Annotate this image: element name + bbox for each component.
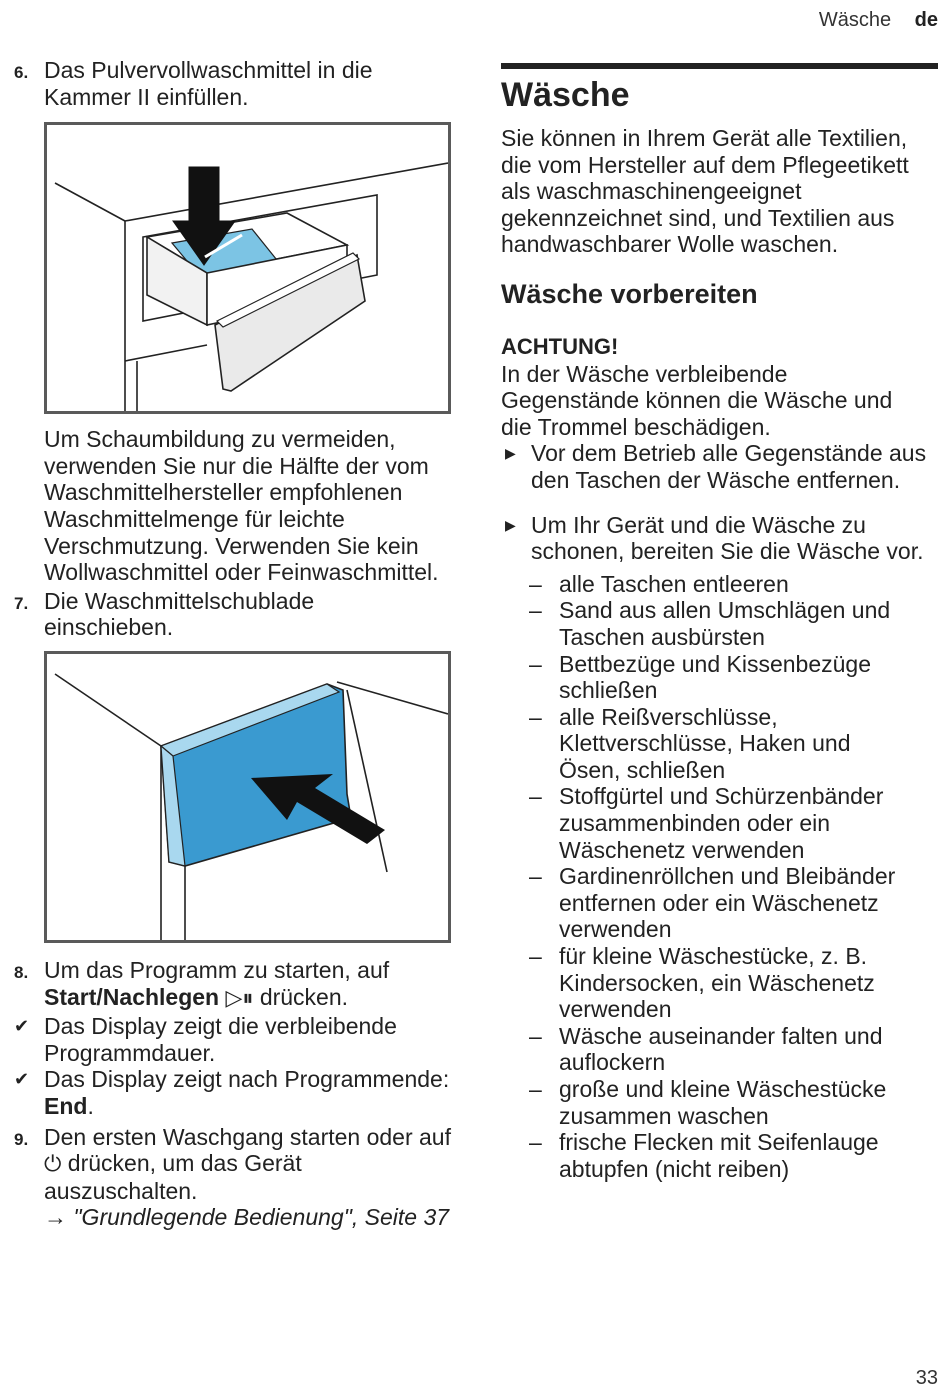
- list-item: [501, 783, 938, 863]
- list-item-text: Gardinenröllchen und Bleibänder entfernen oder ein Wäschenetz verwenden: [559, 863, 896, 943]
- step-text: Die Waschmittelschublade einschieben.: [44, 587, 315, 641]
- dash-marker: –: [529, 863, 542, 890]
- drawer-closing-illustration: [47, 654, 448, 940]
- dash-marker: –: [529, 703, 542, 730]
- action-text: Vor dem Betrieb alle Gegenstände aus den Taschen der Wäsche entfernen.: [531, 440, 927, 493]
- list-item-text: Wäsche auseinander falten und auflockern: [559, 1022, 883, 1076]
- list-item-text: alle Reißverschlüsse, Klettverschlüsse, Haken und Ösen, schließen: [559, 703, 851, 783]
- step-number: 6.: [14, 63, 29, 82]
- dash-marker: –: [529, 650, 542, 677]
- step-text: Den ersten Waschgang starten oder auf: [44, 1123, 451, 1150]
- page-number: 33: [915, 1367, 938, 1389]
- list-item: [501, 1076, 938, 1129]
- step-text-after: drücken, um das Gerät auszuschalten.: [44, 1150, 302, 1204]
- list-item-text: Bettbezüge und Kissenbezüge schließen: [559, 650, 872, 704]
- list-item: [501, 571, 938, 598]
- start-button-label: Start/Nachlegen: [44, 983, 220, 1010]
- step-number: 9.: [14, 1129, 29, 1149]
- list-item-text: für kleine Wäschestücke, z. B. Kindersocken, ein Wäschenetz verwenden: [559, 943, 875, 1023]
- dash-marker: –: [529, 597, 542, 624]
- left-column: [14, 57, 454, 1231]
- step-8: [14, 957, 456, 1011]
- header-section: Wäsche: [818, 9, 892, 31]
- list-item-text: Sand aus allen Umschlägen und Taschen ausbürsten: [559, 597, 891, 650]
- list-item: [501, 704, 889, 784]
- section-title: Wäsche: [501, 76, 630, 114]
- header-language: de: [914, 9, 938, 31]
- list-item-text: große und kleine Wäschestücke zusammen waschen: [559, 1076, 887, 1129]
- play-pause-icon: ▷⏸: [225, 984, 254, 1010]
- action-1: [501, 440, 941, 493]
- cross-reference-link[interactable]: → "Grundlegende Bedienung", Seite 37: [44, 1204, 450, 1231]
- list-item: [501, 1023, 938, 1076]
- dosage-note: Um Schaumbildung zu vermeiden, verwenden Sie nur die Hälfte der vom Waschmittelhersteller empfohlenen Waschmittelmenge für leichte Verschmutzung. Verwenden Sie kein Wollwaschmittel oder Feinwaschmittel.: [44, 426, 439, 586]
- result-text-after: .: [87, 1092, 94, 1119]
- step-text: Um das Programm zu starten, auf: [44, 956, 390, 983]
- list-item: [501, 651, 889, 704]
- dash-marker: –: [529, 570, 542, 597]
- display-value: End: [44, 1092, 88, 1119]
- step-6: [14, 57, 464, 110]
- preparation-list: [501, 571, 938, 1183]
- result-2: [14, 1066, 456, 1119]
- dash-marker: –: [529, 1129, 542, 1156]
- dash-marker: –: [529, 1076, 542, 1102]
- step-9: [14, 1124, 456, 1231]
- right-column: [501, 63, 938, 1182]
- step-7: [14, 588, 424, 641]
- result-text: Das Display zeigt nach Programmende:: [44, 1066, 450, 1093]
- drawer-filling-figure: [44, 122, 451, 414]
- list-item: [501, 943, 938, 1023]
- warning-text: In der Wäsche verbleibende Gegenstände können die Wäsche und die Trommel beschädigen.: [501, 360, 893, 440]
- step-text: Das Pulvervollwaschmittel in die Kammer II einfüllen.: [44, 57, 373, 110]
- action-marker-icon: ▶: [505, 445, 516, 462]
- list-item-text: frische Flecken mit Seifenlauge abtupfen (nicht reiben): [559, 1129, 879, 1182]
- dash-marker: –: [529, 783, 542, 810]
- intro-paragraph: Sie können in Ihrem Gerät alle Textilien, die vom Hersteller auf dem Pflegeetikett als waschmaschinengeeignet gekennzeichnet sind, und Textilien aus handwaschbarer Wolle waschen.: [501, 125, 909, 258]
- drawer-filling-illustration: [47, 125, 448, 411]
- list-item-text: alle Taschen entleeren: [559, 570, 789, 597]
- action-text: Um Ihr Gerät und die Wäsche zu schonen, bereiten Sie die Wäsche vor.: [531, 511, 924, 565]
- section-rule: [501, 63, 938, 69]
- list-item: [501, 863, 938, 943]
- step-number: 8.: [14, 962, 29, 982]
- dash-marker: –: [529, 943, 542, 970]
- step-text-after: drücken.: [259, 983, 349, 1010]
- result-text: Das Display zeigt die verbleibende Programmdauer.: [44, 1013, 397, 1066]
- result-1: [14, 1013, 456, 1066]
- page-header: [819, 6, 938, 34]
- step-number: 7.: [14, 593, 29, 613]
- power-icon: ⏻: [44, 1151, 62, 1177]
- action-marker-icon: ▶: [505, 516, 516, 533]
- list-item: [501, 1129, 938, 1182]
- dash-marker: –: [529, 1022, 542, 1049]
- check-icon: ✔: [14, 1069, 30, 1090]
- list-item-text: Stoffgürtel und Schürzenbänder zusammenbinden oder ein Wäschenetz verwenden: [559, 783, 884, 863]
- subsection-title: Wäsche vorbereiten: [501, 278, 758, 309]
- drawer-closing-figure: [44, 651, 451, 943]
- action-2: [501, 512, 941, 565]
- check-icon: ✔: [14, 1016, 30, 1037]
- list-item: [501, 597, 938, 650]
- warning-title: ACHTUNG!: [501, 333, 619, 359]
